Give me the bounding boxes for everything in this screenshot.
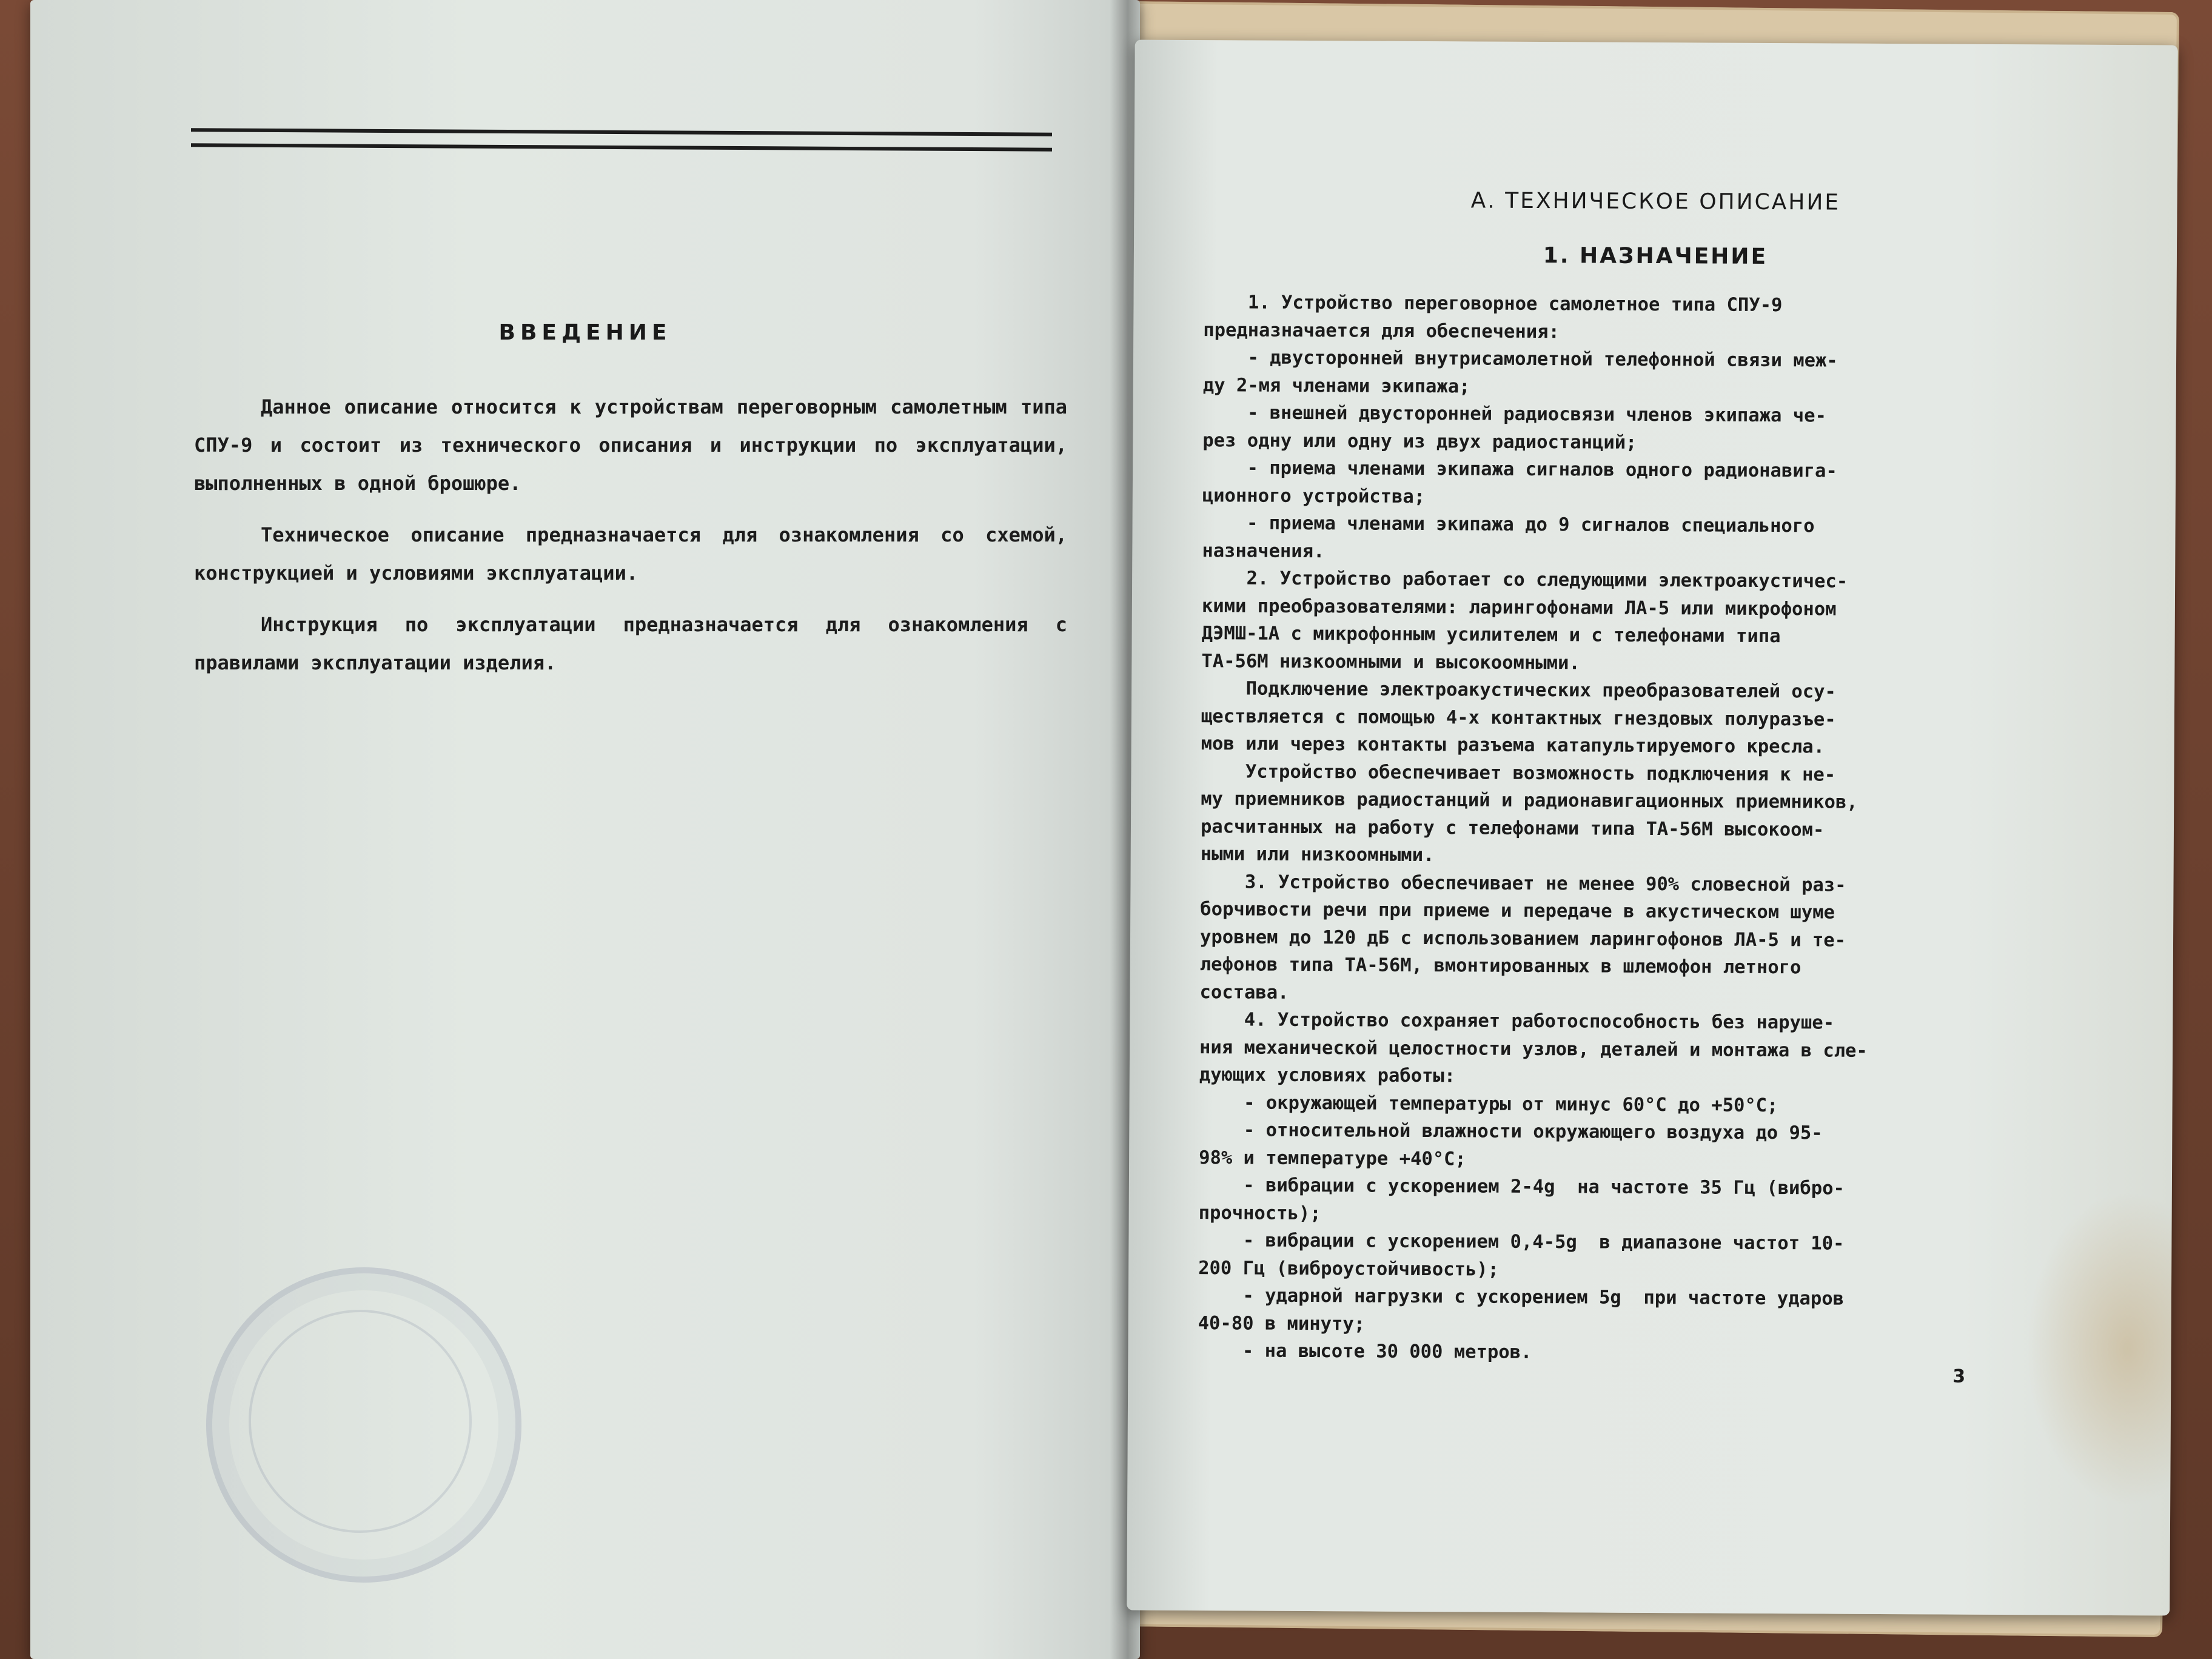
body-line: ными или низкоомными. bbox=[1200, 843, 1435, 866]
body-line: ществляется с помощью 4-х контактных гнездовых полуразъе- bbox=[1201, 705, 1836, 731]
body-line: уровнем до 120 дБ с использованием ларингофонов ЛА-5 и те- bbox=[1199, 926, 1846, 951]
section-title: А. ТЕХНИЧЕСКОЕ ОПИСАНИЕ bbox=[1470, 188, 1841, 215]
body-line: - вибрации с ускорением 2-4g на частоте 35 Гц (вибро- bbox=[1198, 1175, 1845, 1199]
body-line: - на высоте 30 000 метров. bbox=[1198, 1340, 1532, 1363]
body-line: Подключение электроакустических преобразователей осу- bbox=[1201, 678, 1836, 703]
body-line: рез одну или одну из двух радиостанций; bbox=[1202, 429, 1637, 454]
body-line: - приема членами экипажа до 9 сигналов специального bbox=[1202, 512, 1815, 537]
body-line: 2. Устройство работает со следующими электроакустичес- bbox=[1202, 568, 1848, 592]
body-line: 1. Устройство переговорное самолетное типа СПУ-9 bbox=[1203, 292, 1783, 317]
body-line: - внешней двусторонней радиосвязи членов экипажа че- bbox=[1202, 402, 1826, 427]
body-line: - относительной влажности окружающего воздуха до 95- bbox=[1199, 1119, 1823, 1144]
stamp-inner-ring bbox=[249, 1310, 472, 1533]
left-page bbox=[30, 0, 1140, 1659]
body-line: дующих условиях работы: bbox=[1199, 1064, 1456, 1087]
body-line: - двусторонней внутрисамолетной телефонной связи меж- bbox=[1202, 347, 1838, 372]
body-line: - приема членами экипажа сигналов одного радионавига- bbox=[1202, 457, 1837, 482]
body-line: ния механической целостности узлов, деталей и монтажа в сле- bbox=[1199, 1036, 1868, 1062]
body-line: ДЭМШ-1А с микрофонным усилителем и с телефонами типа bbox=[1201, 623, 1781, 648]
body-line: му приемников радиостанций и радионавигационных приемников, bbox=[1201, 788, 1858, 813]
body-line: - вибрации с ускорением 0,4-5g в диапазоне частот 10- bbox=[1198, 1230, 1845, 1255]
body-line: 4. Устройство сохраняет работоспособность без наруше- bbox=[1199, 1009, 1835, 1034]
intro-body bbox=[194, 388, 1067, 695]
body-line: предназначается для обеспечения: bbox=[1203, 319, 1560, 343]
body-line: - ударной нагрузки с ускорением 5g при частоте ударов bbox=[1198, 1285, 1845, 1310]
intro-paragraph: Инструкция по эксплуатации предназначается для ознакомления с правилами эксплуатации изделия. bbox=[194, 613, 1067, 674]
top-rule-2 bbox=[191, 143, 1052, 151]
paper-stain bbox=[2025, 1190, 2172, 1506]
body-line: кими преобразователями: ларингофонами ЛА-5 или микрофоном bbox=[1201, 595, 1837, 620]
body-line: борчивости речи при приеме и передаче в акустическом шуме bbox=[1200, 899, 1835, 923]
body-line: - окружающей температуры от минус 60°С до +50°С; bbox=[1199, 1091, 1778, 1116]
intro-heading: ВВЕДЕНИЕ bbox=[498, 320, 672, 345]
page-number: 3 bbox=[1952, 1366, 1966, 1387]
intro-paragraph: Данное описание относится к устройствам переговорным самолетным типа СПУ-9 и состоит из технического описания и инструкции по эксплуатации, выполненных в одной брошюре. bbox=[194, 395, 1067, 495]
subsection-title: 1. НАЗНАЧЕНИЕ bbox=[1543, 243, 1768, 269]
right-page bbox=[1127, 40, 2178, 1616]
right-page-body bbox=[1198, 289, 2088, 1369]
body-line: расчитанных на работу с телефонами типа ТА-56М высокоом- bbox=[1200, 816, 1825, 840]
top-rule-1 bbox=[191, 128, 1052, 136]
body-line: назначения. bbox=[1202, 540, 1325, 562]
body-line: 3. Устройство обеспечивает не менее 90% словесной раз- bbox=[1200, 871, 1846, 896]
body-line: мов или через контакты разъема катапультируемого кресла. bbox=[1201, 733, 1825, 758]
body-line: прочность); bbox=[1198, 1202, 1321, 1224]
intro-paragraph: Техническое описание предназначается для ознакомления со схемой, конструкцией и условиями эксплуатации. bbox=[194, 523, 1067, 585]
body-line: 98% и температуре +40°С; bbox=[1199, 1147, 1466, 1170]
body-line: лефонов типа ТА-56М, вмонтированных в шлемофон летного bbox=[1199, 954, 1801, 979]
body-line: Устройство обеспечивает возможность подключения к не- bbox=[1201, 760, 1836, 786]
stamp-seal bbox=[206, 1267, 521, 1583]
body-line: ТА-56М низкоомными и высокоомными. bbox=[1201, 650, 1580, 674]
body-line: состава. bbox=[1199, 981, 1289, 1004]
body-line: 200 Гц (виброустойчивость); bbox=[1198, 1257, 1500, 1281]
body-line: 40-80 в минуту; bbox=[1198, 1312, 1366, 1335]
body-line: ду 2-мя членами экипажа; bbox=[1202, 374, 1470, 397]
body-line: ционного устройства; bbox=[1202, 484, 1426, 508]
